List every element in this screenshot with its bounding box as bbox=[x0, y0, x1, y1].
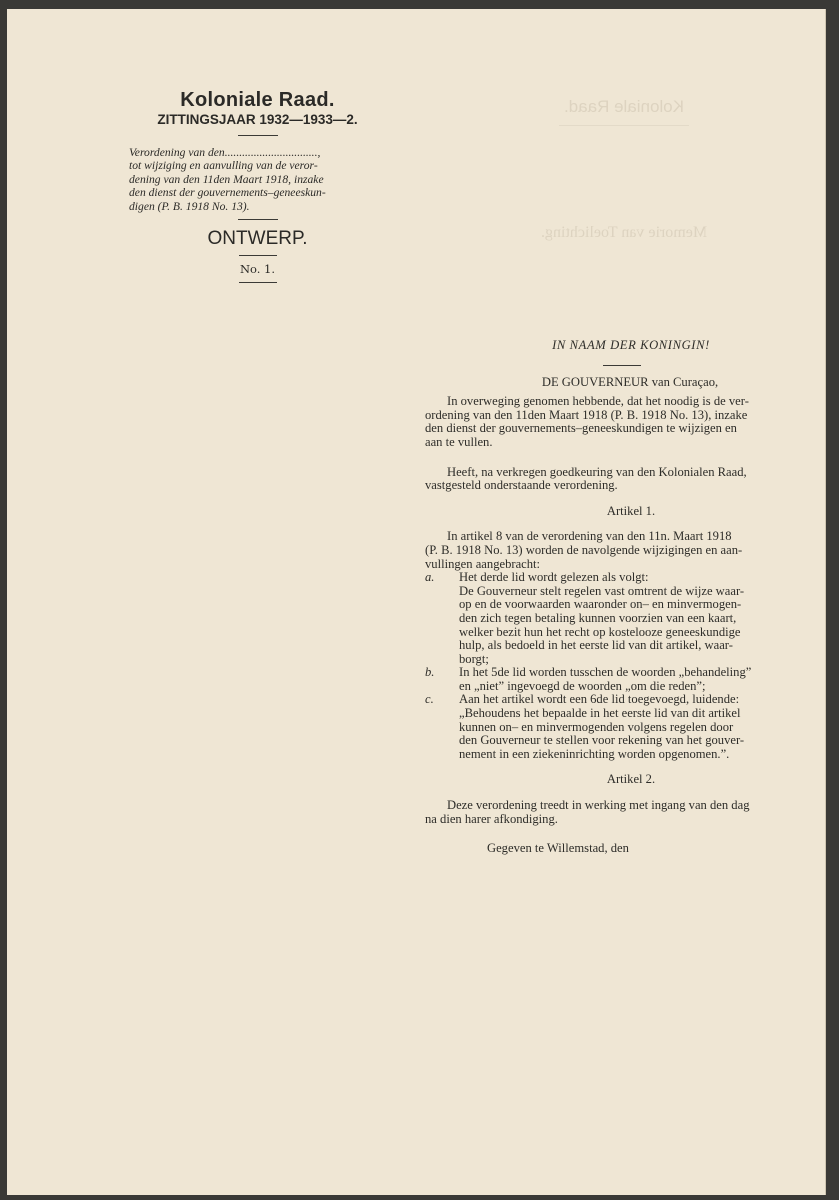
article-1-line: (P. B. 1918 No. 13) worden de navolgende wijzigingen en aan- bbox=[425, 542, 743, 557]
amendment-label: c. bbox=[425, 692, 434, 707]
enactment-line: vastgesteld onderstaande verordening. bbox=[425, 478, 618, 493]
article-2-heading: Artikel 2. bbox=[606, 772, 656, 787]
preamble-line: In overweging genomen hebbende, dat het noodig is de ver- bbox=[447, 394, 749, 409]
preamble-line: den dienst der gouvernements–geneeskundigen te wijzigen en bbox=[425, 421, 737, 436]
divider bbox=[603, 365, 641, 366]
amendment-a bbox=[425, 571, 801, 666]
given-at bbox=[425, 842, 801, 856]
article-1-line: vullingen aangebracht: bbox=[425, 556, 541, 571]
amendment-line: In het 5de lid worden tusschen de woorden „behandeling” bbox=[459, 665, 752, 680]
description-line: den dienst der gouvernements–geneeskun- bbox=[129, 186, 326, 200]
enactment-line: Heeft, na verkregen goedkeuring van den Kolonialen Raad, bbox=[447, 464, 747, 479]
divider bbox=[239, 255, 277, 256]
enactment bbox=[425, 466, 801, 493]
governor-line: DE GOUVERNEUR van Curaçao, bbox=[541, 374, 719, 389]
amendment-line: welker bezit hun het recht op kostelooze geneeskundige bbox=[459, 624, 741, 639]
invocation: IN NAAM DER KONINGIN! bbox=[552, 338, 710, 352]
preamble-line: ordening van den 11den Maart 1918 (P. B. 1918 No. 13), inzake bbox=[425, 407, 748, 422]
article-1-line: In artikel 8 van de verordening van den 11n. Maart 1918 bbox=[447, 529, 732, 544]
bleed-through-subtitle: Memorie van Toelichting. bbox=[540, 224, 708, 241]
amendment-b bbox=[425, 666, 801, 693]
description-line: dening van den 11den Maart 1918, inzake bbox=[129, 172, 324, 186]
document-header bbox=[125, 89, 390, 283]
divider bbox=[238, 219, 278, 220]
amendment-label: a. bbox=[425, 570, 435, 585]
ordinance-description bbox=[129, 146, 387, 213]
amendment-line: Aan het artikel wordt een 6de lid toegevoegd, luidende: bbox=[459, 692, 740, 707]
session-year: ZITTINGSJAAR 1932—1933—2. bbox=[157, 112, 358, 127]
description-line: tot wijziging en aanvulling van de veror- bbox=[129, 159, 318, 173]
article-2-text bbox=[425, 799, 801, 826]
article-2-line: Deze verordening treedt in werking met ingang van den dag bbox=[447, 798, 750, 813]
article-2-line: na dien harer afkondiging. bbox=[425, 811, 558, 826]
bleed-through-title: Koloniale Raad. bbox=[563, 97, 685, 116]
divider bbox=[559, 125, 689, 126]
bleed-through-text bbox=[499, 97, 749, 242]
amendment-line: hulp, als bedoeld in het eerste lid van dit artikel, waar- bbox=[459, 638, 733, 653]
amendment-line: „Behoudens het bepaalde in het eerste lid van dit artikel bbox=[459, 706, 741, 721]
preamble bbox=[425, 395, 801, 449]
amendment-line: kunnen on– en minvermogenden volgens regelen door bbox=[459, 719, 734, 734]
council-title: Koloniale Raad. bbox=[180, 89, 335, 111]
amendment-line: en „niet” ingevoegd de woorden „om die reden”; bbox=[459, 678, 706, 693]
amendment-line: nement in een ziekeninrichting worden opgenomen.”. bbox=[459, 746, 730, 761]
document-number: No. 1. bbox=[239, 262, 276, 277]
amendment-line: Het derde lid wordt gelezen als volgt: bbox=[459, 570, 649, 585]
article-1-intro bbox=[425, 530, 801, 571]
amendment-line: den zich tegen betaling kunnen voorzien van een kaart, bbox=[459, 610, 737, 625]
amendment-line: den Gouverneur te stellen voor rekening van het gouver- bbox=[459, 733, 745, 748]
document-page bbox=[7, 9, 826, 1195]
amendment-line: De Gouverneur stelt regelen vast omtrent de wijze waar- bbox=[459, 583, 745, 598]
description-line: digen (P. B. 1918 No. 13). bbox=[129, 199, 250, 213]
article-1-heading: Artikel 1. bbox=[606, 503, 656, 518]
preamble-line: aan te vullen. bbox=[425, 434, 493, 449]
amendment-line: op en de voorwaarden waaronder on– en minvermogen- bbox=[459, 597, 742, 612]
description-line: Verordening van den................................, bbox=[129, 146, 321, 159]
given-line: Gegeven te Willemstad, den bbox=[487, 841, 629, 856]
amendment-label: b. bbox=[425, 665, 435, 680]
divider bbox=[239, 282, 277, 283]
amendment-c bbox=[425, 693, 801, 761]
draft-label: ONTWERP. bbox=[207, 228, 308, 250]
amendment-line: borgt; bbox=[459, 651, 489, 666]
divider bbox=[238, 135, 278, 136]
ordinance-body bbox=[425, 339, 801, 856]
